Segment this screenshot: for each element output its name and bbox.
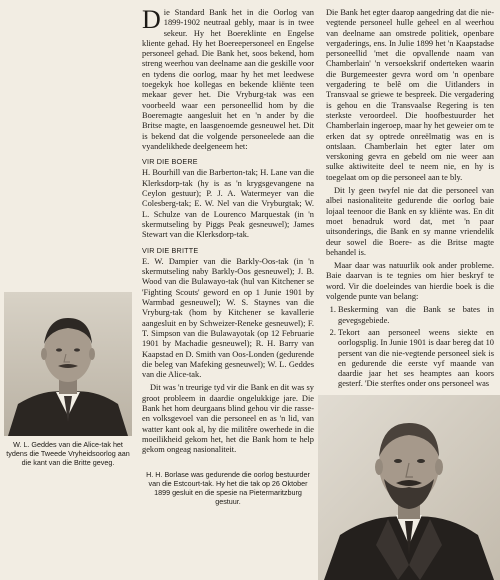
portrait-photo-geddes [4, 292, 132, 436]
points-list [326, 305, 494, 389]
point-item: 1. Beskerming van die Bank se bates in gevegsgebiede. [338, 305, 494, 326]
intro-text: ie Standard Bank het in die Oorlog van 1899-1902 neutraal gebly, maar is in twee sekeur. Hy het Boereklinte en Engelse kliente gehad. Hy het Boereepersoneel en Engelse personeel gehad. Die Bank het, soos bekend, hom streng weerhou van deelname aan die geskille voor en tydens die oorlog, maar hy het met leedwese toegekyk hoe kollegas en bekende kliënte teen mekaar gevег het. Die Vryburg-tak was een voorbeeld waar een personeellid hom by die Boeremagte aangesluit het en 'n ander by die Britse magte, en laasgenoemde gesneuwel het. Dit is bekend dat die volgende personeelede aan die vyandelikhede deelgeneem het: [142, 8, 314, 151]
photo-caption-borlase: H. H. Borlase was gedurende die oorlog bestuurder van die Estcourt-tak. Hy het die tak op 26 Oktober 1899 gesluit en die spesie na Pietermaritzburg gestuur. [146, 470, 310, 506]
drop-cap: D [142, 5, 161, 34]
mid-paragraph-after: Dit was 'n treurige tyd vir die Bank en dit was sy groot probleem in daardie ongelukkige jare. Die Bank het hom deurgaans blind gehou vir die rasse- en volksgevoel van die personeel en as 'n lid, van watter kant ook al, hy die militêre owerhede in die moeilikheid gekom het, het die Bank hom te help gekom ongeag nasionaliteit. [142, 383, 314, 455]
text-column-middle [142, 5, 314, 458]
heading-britte: VIR DIE BRITTE [142, 245, 199, 255]
right-paragraph-2: Dit ly geen twyfel nie dat die personeel van albei nasionaliteite gedurende die oorlog baie lojaal teenoor die Bank en sy kliënte was. En dit moet benadruk word dat, met 'n paar uitsonderings, die Bank en sy manne vriendelik deur sowel die Boere- as die Britse magte behandel is. [326, 186, 494, 257]
right-paragraph-3: Maar daar was natuurlik ook ander probleme. Baie daarvan is te tegnies om hier beskryf te word. Vir die doeleindes van hierdie boek is die volgende punte van belang: [326, 261, 494, 302]
photo-caption-geddes: W. L. Geddes van die Alice-tak het tydens die Tweede Vryheidsoorlog aan die kant van die Britte geveg. [6, 440, 130, 467]
britte-list: E. W. Dampier van die Barkly-Oos-tak (in 'n skermutseling naby Barkly-Oos gesneuwel); J. B. Wood van die Bulawayo-tak (hul van Kitchener se 'Fighting Scouts' geword en op 1 Junie 1901 by Warmbad gesneuwel); W. S. Staynes van die Vryburg-tak (hom by Kitchener se kavallerie aangesluit en by Schweizer-Reneke gesneuwel); F. T. Simpson van die Bulawayotak (op 12 Februarie 1901 by Machadie gesneuwel); R. H. Barry van Kaapstad en D. Smith van Oos-Londen (gedurende die beleg van Mafeking gesneuwel); W. L. Geddes van die Alice-tak. [142, 256, 314, 380]
text-column-right [326, 8, 494, 392]
portrait-photo-borlase [318, 395, 500, 580]
heading-boere: VIR DIE BOERE [142, 157, 198, 167]
right-paragraph-1: Die Bank het egter daarop aangedring dat die nie-vegtende personeel hulle geheel en al weerhou van deelname aan omstrede politiek, openbare vergaderings, ens. In Julie 1899 het 'n Kaapstadse personeellid 'met die opvallende naam van Chamberlain' 'n versoekskrif onderteken waarin die Burgemeester gevra word om 'n openbare vergadering te belê om die Uitlanders in Transvaal se griewe te bespreek. Die vergadering is gehou en die Transvaalse Regering is ten sterkste veroordeel. Die hoofbestuurder het Chamberlain ingeroep, maar hy het geweier om te erken dat sy optrede onreëlmatig was en is ontslaan. Chamberlain het egter later om verskoning gevra en gebeld om nie weer aan sulke aktiwiteite deel te neem nie, en hy is toegelaat om op die personeel aan te bly. [326, 8, 494, 182]
intro-paragraph [142, 5, 314, 152]
boere-list: H. Bourhill van die Barberton-tak; H. Lane van die Klerksdorp-tak (hy is as 'n krygsgevangene na Ceylon gestuur); P. J. A. Watermeyer van die Colesberg-tak; E. W. Nel van die Vryburgtak; W. L. Schulze van de Lourenco Marquestak (in 'n skermutseling by Piggs Peak gesneuwel); James Stewart van die Klerksdorp-tak. [142, 168, 314, 240]
point-item: 2. Tekort aan personeel weens siekte en oorlogsplig. In Junie 1901 is daar bereg dat 10 persent van die nie-vegtende personeel siek is en gedurende die eerste vyf maande van daardie jaar het ses heamptes aan koors gesterf. 'Die sterftes onder ons personeel was [338, 328, 494, 390]
